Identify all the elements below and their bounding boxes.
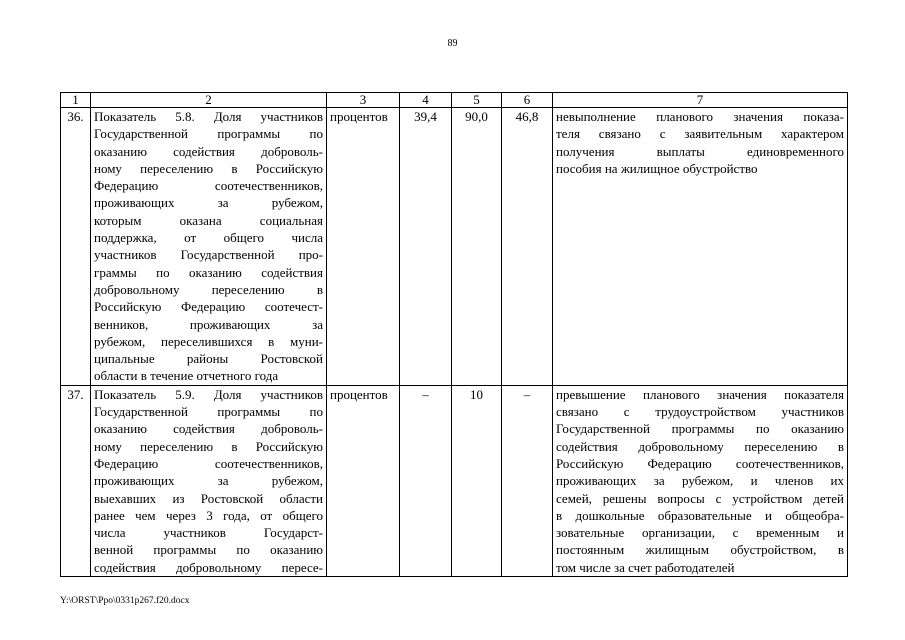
indicator-line: выехавших из Ростовской области [94, 490, 323, 506]
table-row [61, 385, 848, 576]
comment-line: Российскую Федерацию соотечественников, [556, 455, 844, 471]
value-cell: 46,8 [502, 108, 553, 386]
header-cell: 6 [502, 93, 553, 108]
value-cell: 90,0 [452, 108, 502, 386]
value-cell: 39,4 [400, 108, 452, 386]
indicator-line: венников, проживающих за [94, 316, 323, 332]
indicator-line: числа участников Государст- [94, 525, 323, 541]
comment-cell [553, 108, 848, 386]
comment-line: том числе за счет работодателей [556, 559, 735, 575]
indicator-line: проживающих за рубежом, [94, 195, 323, 211]
report-table [60, 92, 848, 577]
value-cell: 10 [452, 385, 502, 576]
indicator-line: содействия добровольному пересе- [94, 559, 323, 575]
indicator-line: проживающих за рубежом, [94, 473, 323, 489]
comment-line: семей, решены вопросы с устройством детей [556, 490, 844, 506]
indicator-line: участников Государственной про- [94, 247, 323, 263]
header-cell: 4 [400, 93, 452, 108]
row-number-cell: 36. [61, 108, 91, 386]
indicator-line: Показатель 5.8. Доля участников [94, 109, 323, 124]
indicator-line: Государственной программы по [94, 404, 323, 420]
comment-line: Государственной программы по оказанию [556, 421, 844, 437]
comment-line: теля связано с заявительным характером [556, 126, 844, 142]
comment-line: зовательные организации, с временным и [556, 525, 844, 541]
table-row [61, 108, 848, 386]
comment-line: постоянным жилищным обустройством, в [556, 542, 844, 558]
indicator-line: Показатель 5.9. Доля участников [94, 386, 323, 402]
table-header-row [61, 93, 848, 108]
indicator-line: венной программы по оказанию [94, 542, 323, 558]
unit-cell: процентов [327, 385, 400, 576]
indicator-line: Федерацию соотечественников, [94, 455, 323, 471]
indicator-line: ному переселению в Российскую [94, 438, 323, 454]
indicator-line: поддержка, от общего числа [94, 230, 323, 246]
indicator-line: ципальные районы Ростовской [94, 351, 323, 367]
indicator-line: области в течение отчетного года [94, 368, 279, 384]
header-cell: 3 [327, 93, 400, 108]
comment-line: в дошкольные образовательные и общеобра- [556, 507, 844, 523]
comment-line: проживающих за рубежом, и членов их [556, 473, 844, 489]
indicator-line: Государственной программы по [94, 126, 323, 142]
indicator-cell [91, 108, 327, 386]
page-number: 89 [447, 38, 458, 49]
indicator-line: Федерацию соотечественников, [94, 178, 323, 194]
header-cell: 1 [61, 93, 91, 108]
indicator-line: оказанию содействия доброволь- [94, 143, 323, 159]
comment-line: получения выплаты единовременного [556, 143, 844, 159]
header-cell: 7 [553, 93, 848, 108]
value-cell: – [400, 385, 452, 576]
comment-line: невыполнение планового значения показа- [556, 109, 844, 124]
indicator-line: оказанию содействия доброволь- [94, 421, 323, 437]
comment-line: пособия на жилищное обустройство [556, 160, 758, 176]
comment-line: превышение планового значения показателя [556, 386, 844, 402]
indicator-line: добровольному переселению в [94, 281, 323, 297]
indicator-cell [91, 385, 327, 576]
indicator-line: граммы по оказанию содействия [94, 264, 323, 280]
header-cell: 5 [452, 93, 502, 108]
comment-cell [553, 385, 848, 576]
row-number-cell: 37. [61, 385, 91, 576]
indicator-line: ранее чем через 3 года, от общего [94, 507, 323, 523]
value-cell: – [502, 385, 553, 576]
comment-line: содействия добровольному переселению в [556, 438, 844, 454]
comment-line: связано с трудоустройством участников [556, 404, 844, 420]
indicator-line: Российскую Федерацию соотечест- [94, 299, 323, 315]
indicator-line: ному переселению в Российскую [94, 160, 323, 176]
file-path-footer: Y:\ORST\Ppo\0331p267.f20.docx [60, 596, 190, 606]
indicator-line: которым оказана социальная [94, 212, 323, 228]
indicator-line: рубежом, переселившихся в муни- [94, 333, 323, 349]
header-cell: 2 [91, 93, 327, 108]
unit-cell: процентов [327, 108, 400, 386]
